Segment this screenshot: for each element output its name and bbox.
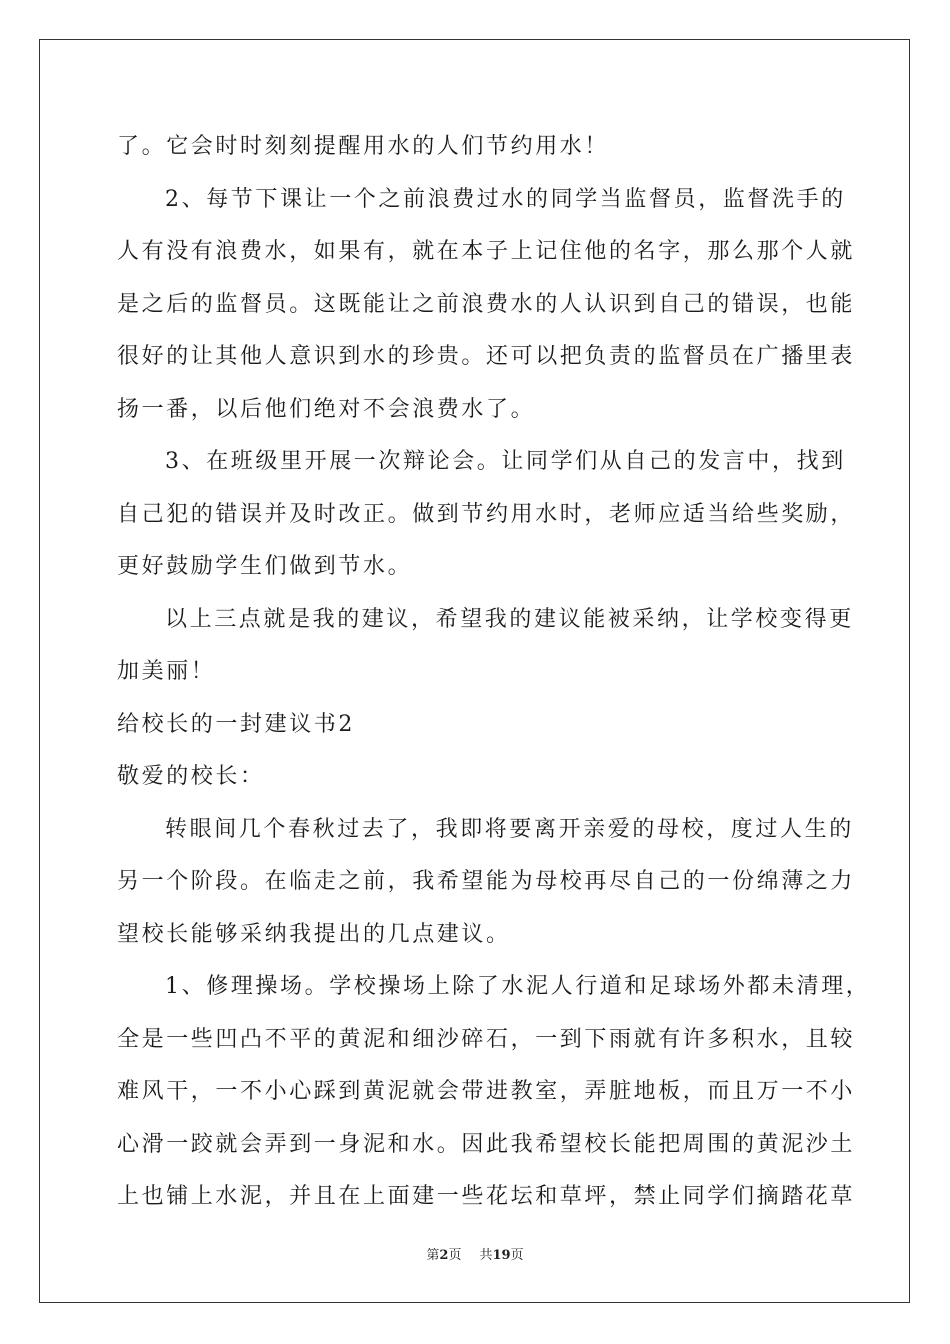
text-line: 全是一些凹凸不平的黄泥和细沙碎石，一到下雨就有许多积水，且较 bbox=[117, 1027, 856, 1052]
text-line: 更好鼓励学生们做到节水。 bbox=[117, 554, 413, 579]
paragraph-start: 2、每节下课让一个之前浪费过水的同学当监督员，监督洗手的 bbox=[165, 187, 846, 212]
total-page-number: 19 bbox=[492, 1248, 511, 1263]
text-line: 自己犯的错误并及时改正。做到节约用水时，老师应适当给些奖励， bbox=[117, 502, 856, 527]
paragraph-start: 1、修理操场。学校操场上除了水泥人行道和足球场外都未清理， bbox=[165, 974, 871, 999]
total-label-suffix: 页 bbox=[510, 1248, 524, 1263]
text-line: 难风干，一不小心踩到黄泥就会带进教室，弄脏地板，而且万一不小 bbox=[117, 1079, 856, 1104]
text-line: 心滑一跤就会弄到一身泥和水。因此我希望校长能把周围的黄泥沙土 bbox=[117, 1132, 856, 1157]
text-line: 加美丽！ bbox=[117, 659, 216, 684]
total-label-prefix: 共 bbox=[479, 1248, 493, 1263]
text-line: 了。它会时时刻刻提醒用水的人们节约用水！ bbox=[117, 134, 610, 159]
page-label-prefix: 第 bbox=[426, 1248, 440, 1263]
text-line: 上也铺上水泥，并且在上面建一些花坛和草坪，禁止同学们摘踏花草 bbox=[117, 1184, 856, 1209]
paragraph-start: 以上三点就是我的建议，希望我的建议能被采纳，让学校变得更 bbox=[165, 607, 854, 632]
current-page-number: 2 bbox=[439, 1248, 449, 1263]
section-title: 给校长的一封建议书2 bbox=[117, 712, 355, 737]
page-footer bbox=[0, 1247, 950, 1265]
paragraph-start: 3、在班级里开展一次辩论会。让同学们从自己的发言中，找到 bbox=[165, 449, 846, 474]
text-line: 望校长能够采纳我提出的几点建议。 bbox=[117, 922, 511, 947]
text-line: 是之后的监督员。这既能让之前浪费水的人认识到自己的错误，也能 bbox=[117, 292, 856, 317]
text-line: 很好的让其他人意识到水的珍贵。还可以把负责的监督员在广播里表 bbox=[117, 344, 856, 369]
text-line: 另一个阶段。在临走之前，我希望能为母校再尽自己的一份绵薄之力 bbox=[117, 869, 856, 894]
page-label-suffix: 页 bbox=[448, 1248, 462, 1263]
paragraph-start: 转眼间几个春秋过去了，我即将要离开亲爱的母校，度过人生的 bbox=[165, 817, 854, 842]
text-line: 人有没有浪费水，如果有，就在本子上记住他的名字，那么那个人就 bbox=[117, 239, 856, 264]
text-line: 扬一番，以后他们绝对不会浪费水了。 bbox=[117, 397, 536, 422]
salutation: 敬爱的校长： bbox=[117, 764, 265, 789]
